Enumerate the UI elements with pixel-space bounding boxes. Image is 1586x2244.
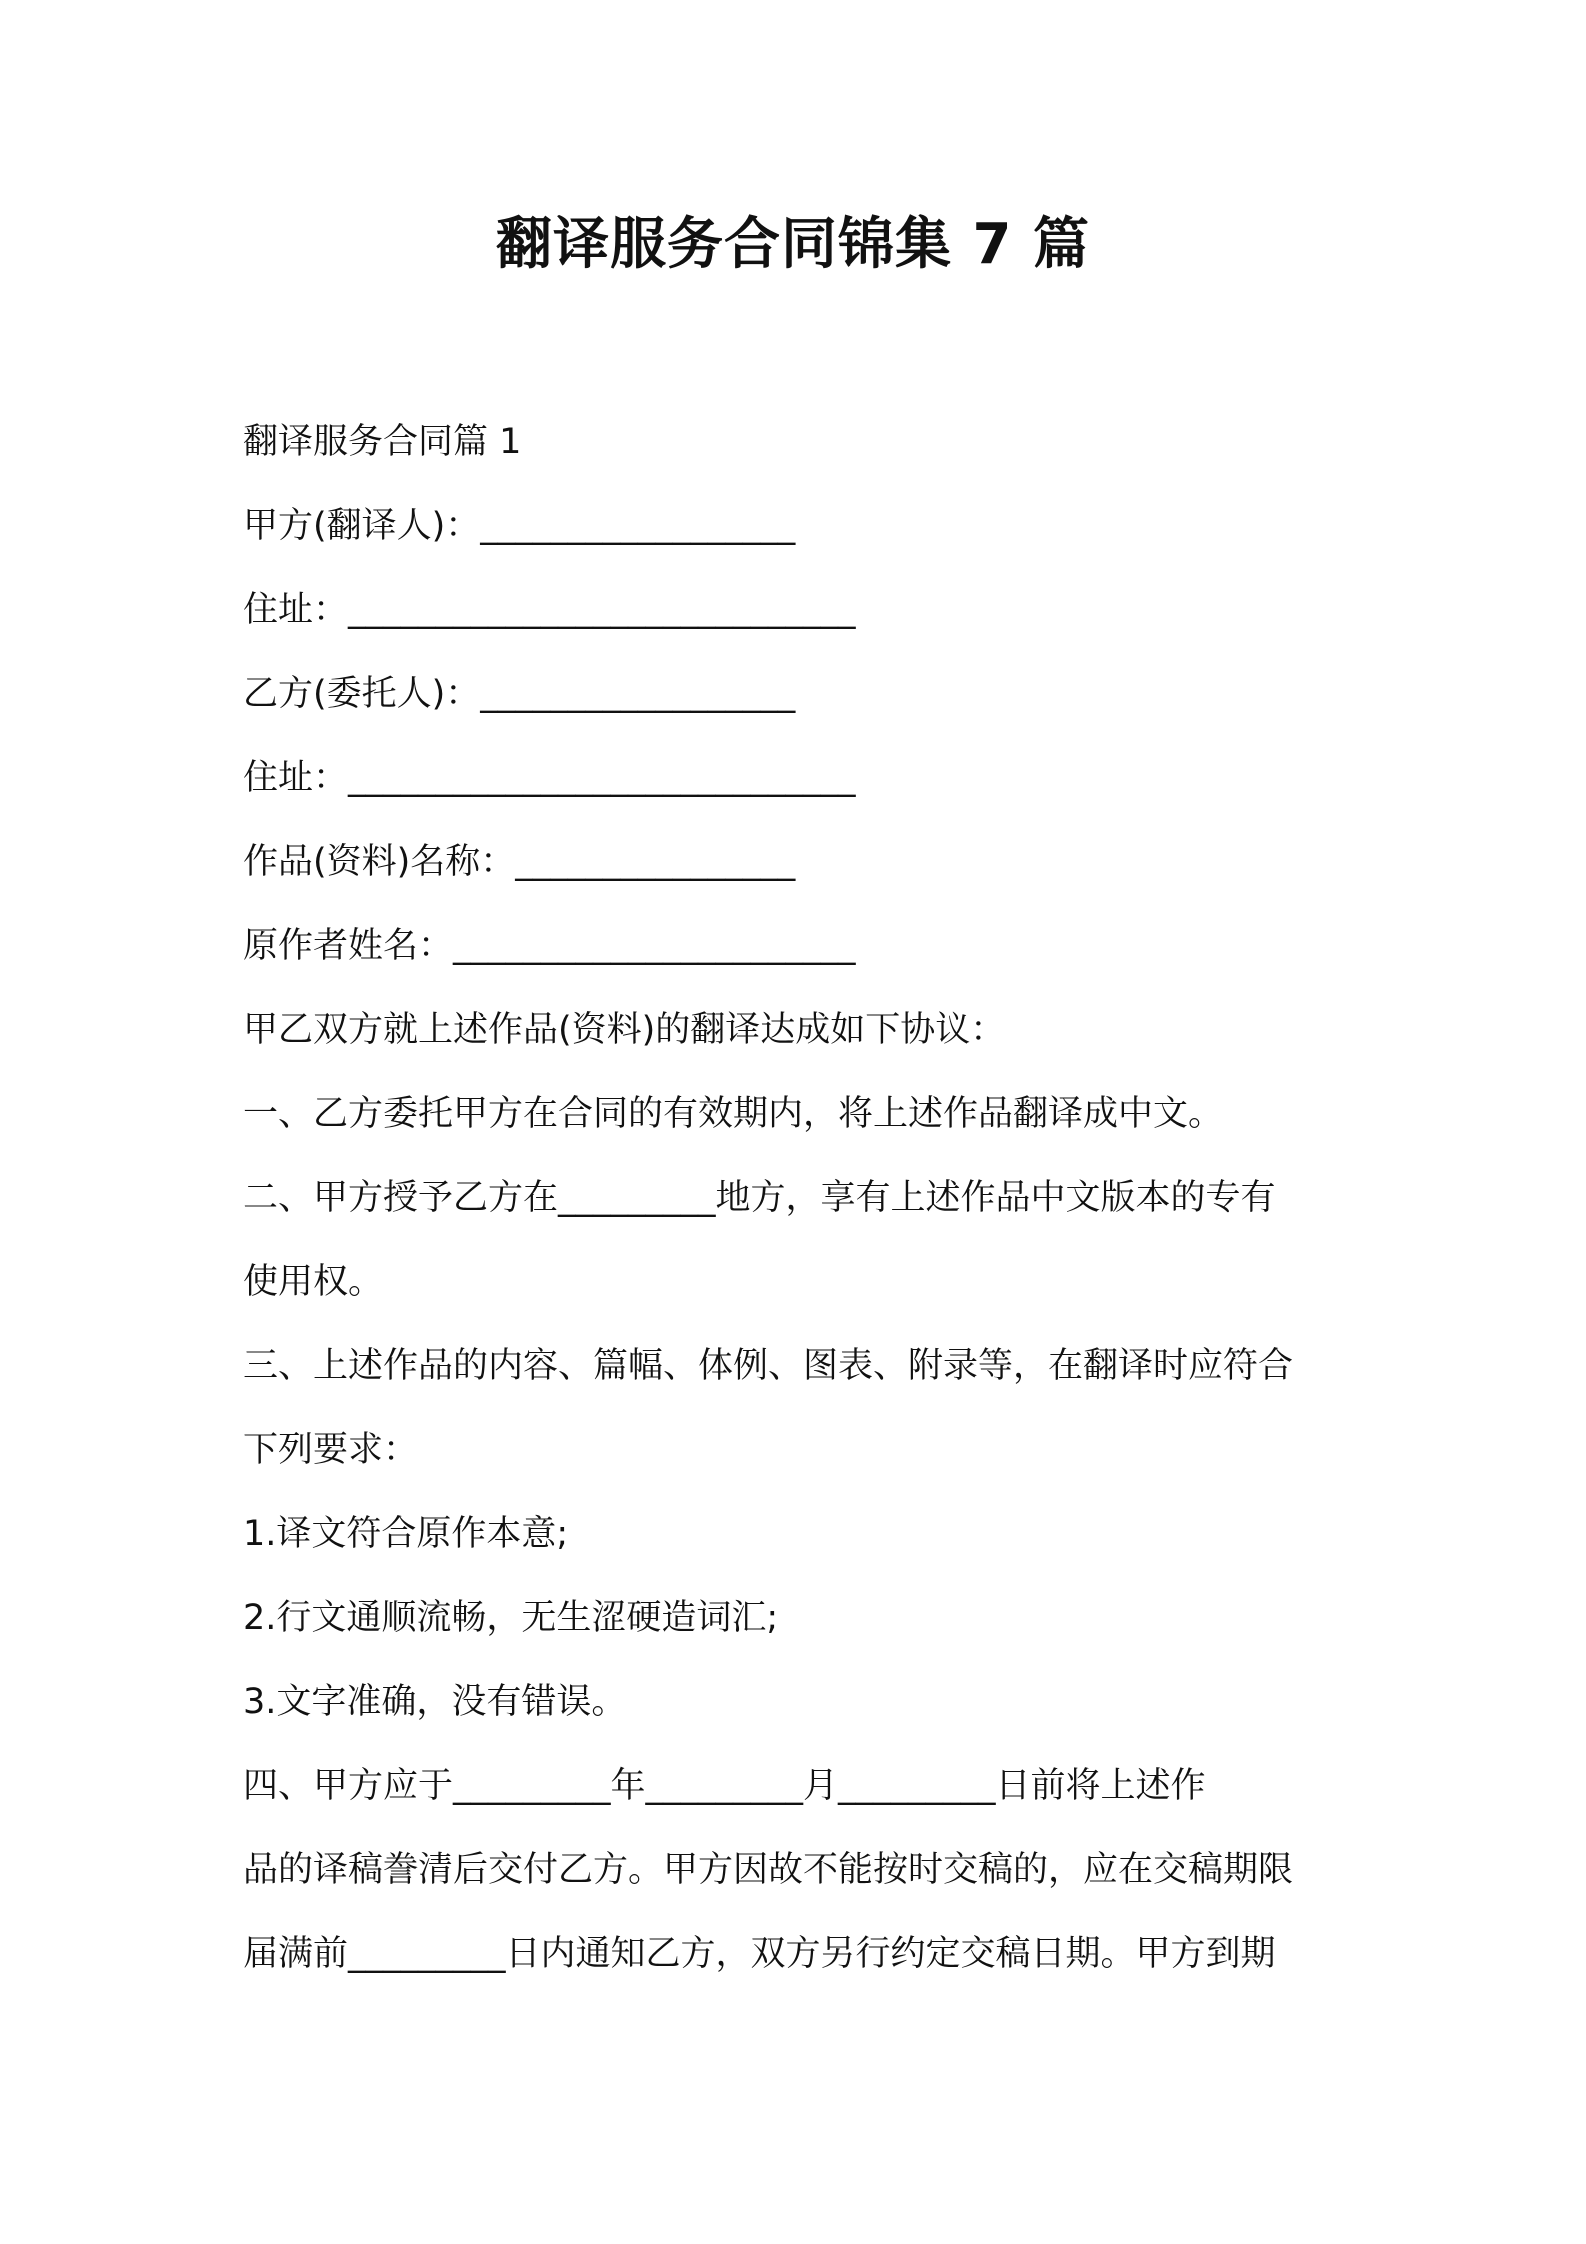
- party-a-address-line: 住址：_____________________________: [243, 590, 856, 630]
- party-b-line: 乙方(委托人)：__________________: [243, 674, 796, 714]
- clause-2-continued-line: 使用权。: [243, 1262, 384, 1302]
- document-body: [243, 400, 1363, 1996]
- party-b-address-line: 住址：_____________________________: [243, 758, 856, 798]
- clause-3-continued-line: 下列要求：: [243, 1430, 419, 1470]
- party-a-line: 甲方(翻译人)：__________________: [243, 506, 796, 546]
- clause-2-line: 二、甲方授予乙方在_________地方，享有上述作品中文版本的专有: [243, 1178, 1276, 1218]
- agreement-intro-line: 甲乙双方就上述作品(资料)的翻译达成如下协议：: [243, 1010, 1006, 1050]
- clause-4-continued-line: 品的译稿誊清后交付乙方。甲方因故不能按时交稿的，应在交稿期限: [243, 1850, 1294, 1890]
- document-title: 翻译服务合同锦集 7 篇: [496, 212, 1090, 277]
- section-heading: 翻译服务合同篇 1: [243, 422, 522, 462]
- clause-4-line: 四、甲方应于_________年_________月_________日前将上述作: [243, 1766, 1206, 1806]
- clause-1-line: 一、乙方委托甲方在合同的有效期内，将上述作品翻译成中文。: [243, 1094, 1224, 1134]
- requirement-2-line: 2.行文通顺流畅，无生涩硬造词汇;: [243, 1598, 779, 1638]
- original-author-line: 原作者姓名：_______________________: [243, 926, 856, 966]
- requirement-1-line: 1.译文符合原作本意;: [243, 1514, 569, 1554]
- clause-4-continued-line-2: 届满前_________日内通知乙方，双方另行约定交稿日期。甲方到期: [243, 1934, 1276, 1974]
- requirement-3-line: 3.文字准确，没有错误。: [243, 1682, 627, 1722]
- work-name-line: 作品(资料)名称：________________: [243, 842, 796, 882]
- clause-3-line: 三、上述作品的内容、篇幅、体例、图表、附录等，在翻译时应符合: [243, 1346, 1294, 1386]
